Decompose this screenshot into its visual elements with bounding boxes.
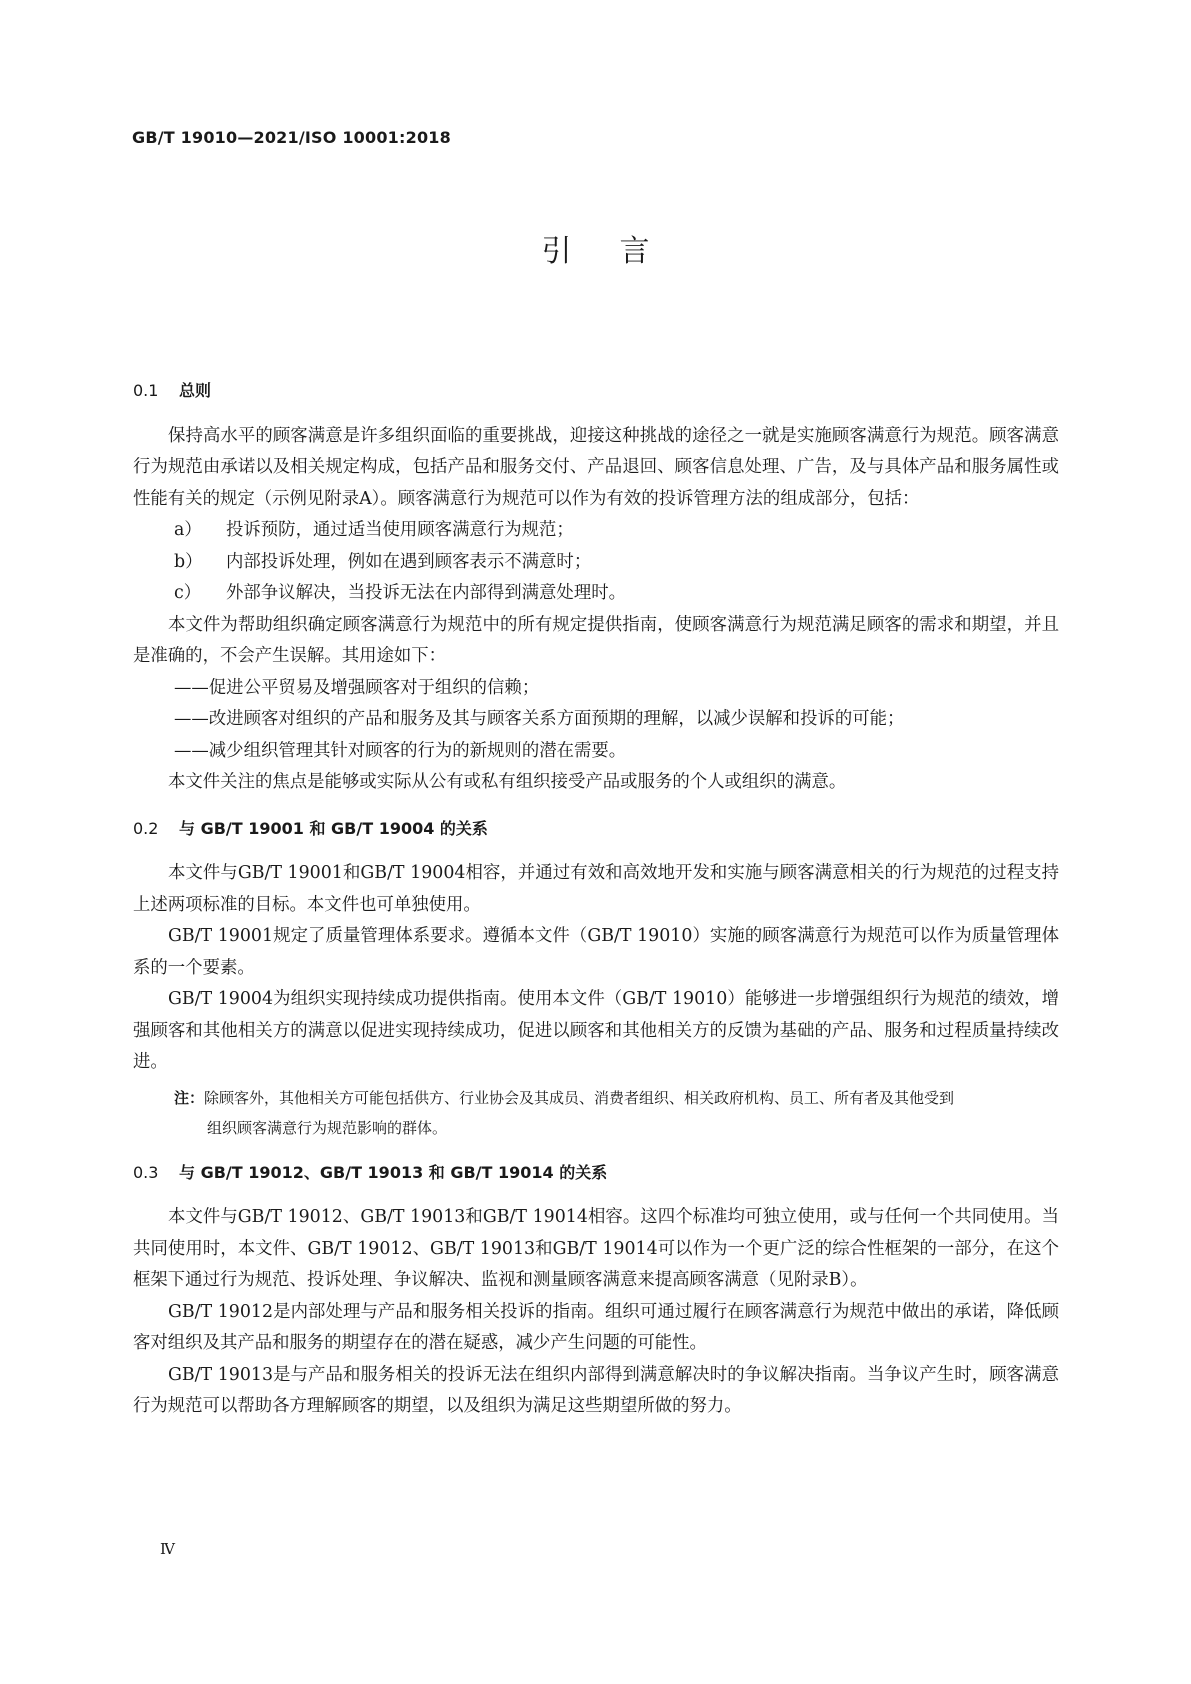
paragraph: 本文件关注的焦点是能够或实际从公有或私有组织接受产品或服务的个人或组织的满意。 [168, 772, 847, 792]
paragraph: 本文件与GB/T 19001和GB/T 19004相容，并通过有效和高效地开发和实施与顾客满意相关的行为规范的过程支持上述两项标准的目标。本文件也可单独使用。 [133, 863, 1059, 915]
standard-header: GB/T 19010—2021/ISO 10001:2018 [132, 128, 451, 147]
list-item: c） 外部争议解决，当投诉无法在内部得到满意处理时。 [174, 583, 626, 603]
page-title: 引言 [541, 234, 698, 269]
section-heading-0-2 [133, 813, 1059, 845]
note-text-continued: 组织顾客满意行为规范影响的群体。 [207, 1118, 448, 1137]
note-label: 注： [174, 1088, 205, 1107]
section-title: 与 GB/T 19001 和 GB/T 19004 的关系 [179, 818, 488, 838]
section-heading-0-1 [133, 375, 1059, 407]
paragraph: 保持高水平的顾客满意是许多组织面临的重要挑战，迎接这种挑战的途径之一就是实施顾客满意行为规范。顾客满意行为规范由承诺以及相关规定构成，包括产品和服务交付、产品退回、顾客信息处理、广告，及与具体产品和服务属性或性能有关的规定（示例见附录A）。顾客满意行为规范可以作为有效的投诉管理方法的组成部分，包括： [133, 425, 1059, 509]
section-title: 总则 [179, 381, 212, 400]
section-number: 0.3 [133, 1162, 159, 1182]
note [133, 1083, 1059, 1143]
paragraph: GB/T 19004为组织实现持续成功提供指南。使用本文件（GB/T 19010）能够进一步增强组织行为规范的绩效，增强顾客和其他相关方的满意以促进实现持续成功，促进以顾客和其他相关方的反馈为基础的产品、服务和过程质量持续改进。 [133, 989, 1059, 1072]
dash-item: ——改进顾客对组织的产品和服务及其与顾客关系方面预期的理解，以减少误解和投诉的可能； [174, 709, 905, 729]
paragraph: GB/T 19013是与产品和服务相关的投诉无法在组织内部得到满意解决时的争议解决指南。当争议产生时，顾客满意行为规范可以帮助各方理解顾客的期望，以及组织为满足这些期望所做的努力。 [133, 1364, 1059, 1416]
dash-item: ——促进公平贸易及增强顾客对于组织的信赖； [174, 677, 540, 698]
list-item: b） 内部投诉处理，例如在遇到顾客表示不满意时； [174, 551, 592, 572]
dash-item: ——减少组织管理其针对顾客的行为的新规则的潜在需要。 [174, 740, 627, 761]
paragraph: GB/T 19012是内部处理与产品和服务相关投诉的指南。组织可通过履行在顾客满意行为规范中做出的承诺，降低顾客对组织及其产品和服务的期望存在的潜在疑惑，减少产生问题的可能性。 [133, 1301, 1059, 1353]
note-text: 除顾客外，其他相关方可能包括供方、行业协会及其成员、消费者组织、相关政府机构、员工、所有者及其他受到 [204, 1088, 955, 1107]
paragraph: 本文件与GB/T 19012、GB/T 19013和GB/T 19014相容。这四个标准均可独立使用，或与任何一个共同使用。当共同使用时，本文件、GB/T 19012、GB/T 19013和GB/T 19014可以作为一个更广泛的综合性框架的一部分，在这个框架下通过行为规范、投诉处理、争议解决、监视和测量顾客满意来提高顾客满意（见附录B）。 [133, 1207, 1059, 1290]
paragraph: GB/T 19001规定了质量管理体系要求。遵循本文件（GB/T 19010）实施的顾客满意行为规范可以作为质量管理体系的一个要素。 [133, 926, 1059, 978]
section-number: 0.2 [133, 818, 159, 838]
paragraph: 本文件为帮助组织确定顾客满意行为规范中的所有规定提供指南，使顾客满意行为规范满足顾客的需求和期望，并且是准确的，不会产生误解。其用途如下： [133, 614, 1059, 666]
page-number: Ⅳ [160, 1540, 175, 1558]
document-body [133, 375, 1059, 1423]
list-item: a） 投诉预防，通过适当使用顾客满意行为规范； [174, 520, 574, 540]
section-title: 与 GB/T 19012、GB/T 19013 和 GB/T 19014 的关系 [179, 1162, 608, 1182]
section-heading-0-3 [133, 1157, 1059, 1189]
section-number: 0.1 [133, 381, 159, 400]
